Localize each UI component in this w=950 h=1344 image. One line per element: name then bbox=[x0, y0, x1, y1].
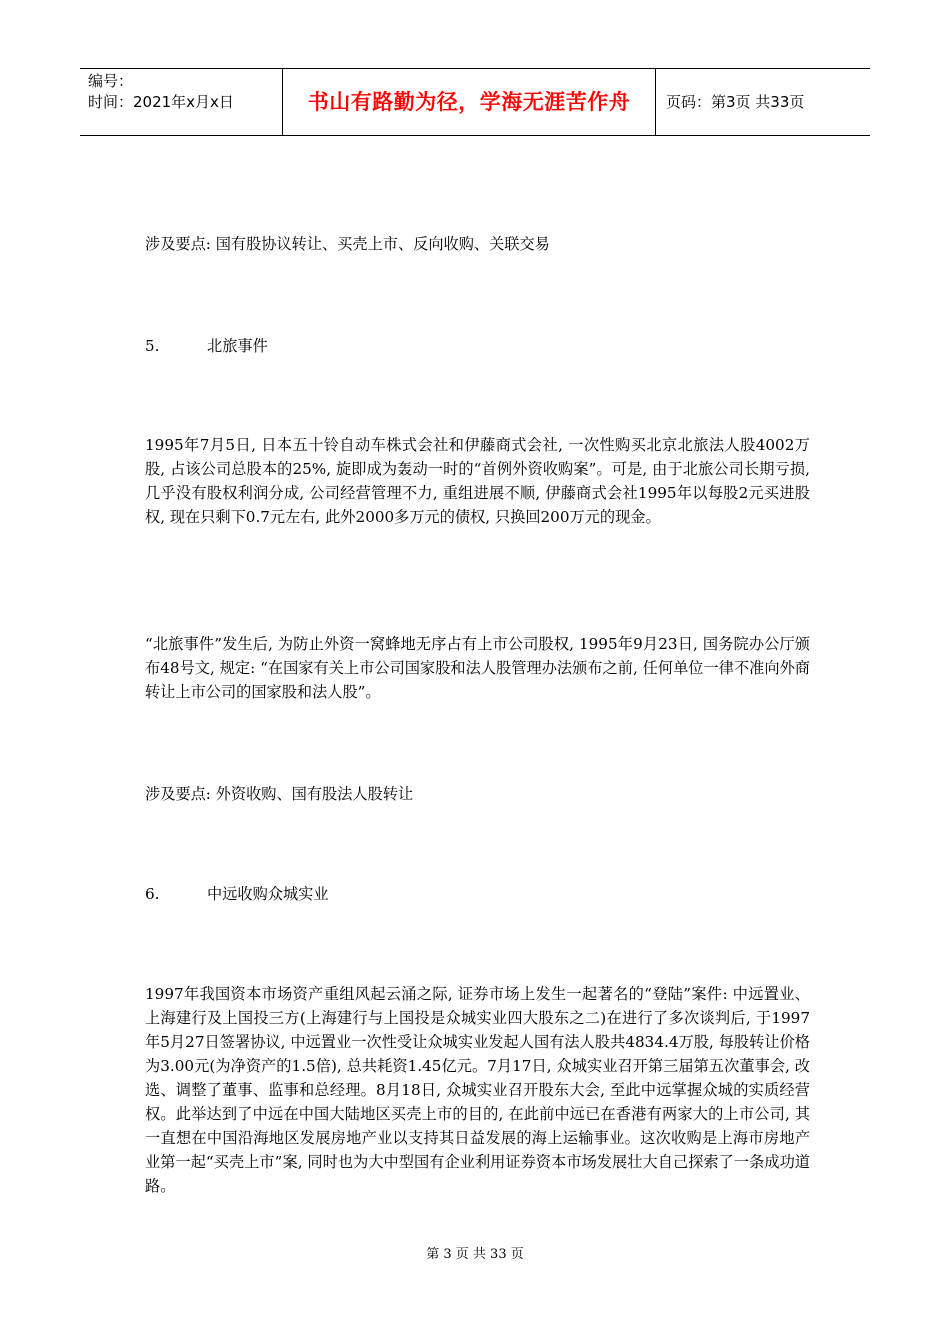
section-title: 中远收购众城实业 bbox=[207, 885, 329, 903]
section-heading-5 bbox=[145, 334, 268, 358]
header-meta bbox=[80, 69, 282, 135]
section-title: 北旅事件 bbox=[207, 337, 268, 355]
section-number: 6. bbox=[145, 885, 160, 903]
paragraph-beilv-2: “北旅事件”发生后, 为防止外资一窝蜂地无序占有上市公司股权, 1995年9月23日, 国务院办公厅颁布48号文, 规定: “在国家有关上市公司国家股和法人股管理办法颁布之前, 任何单位一律不准向外商转让上市公司的国家股和法人股”。 bbox=[145, 635, 810, 701]
header-motto: 书山有路勤为径，学海无涯苦作舟 bbox=[282, 69, 656, 135]
key-points-1: 涉及要点: 国有股协议转让、买壳上市、反向收购、关联交易 bbox=[145, 235, 550, 253]
date-label: 时间：2021年x月x日 bbox=[88, 93, 234, 111]
paragraph-cosco-1: 1997年我国资本市场资产重组风起云涌之际, 证券市场上发生一起著名的“登陆”案件: 中远置业、上海建行及上国投三方(上海建行与上国投是众城实业四大股东之二)在进行了多次谈判后, 于1997年5月27日签署协议, 中远置业一次性受让众城实业发起人国有法人股共4834.4万股, 每股转让价格为3.00元(为净资产的1.5倍), 总共耗资1.45亿元。7月17日, 众城实业召开第三届第五次董事会, 改选、调整了董事、监事和总经理。8月18日, 众城实业召开股东大会, 至此中远掌握众城的实质经营权。此举达到了中远在中国大陆地区买壳上市的目的, 在此前中远已在香港有两家大的上市公司, 其一直想在中国沿海地区发展房地产业以支持其日益发展的海上运输事业。这次收购是上海市房地产业第一起“买壳上市”案, 同时也为大中型国有企业利用证券资本市场发展壮大自己探索了一条成功道路。 bbox=[145, 985, 810, 1195]
section-heading-6 bbox=[145, 882, 329, 906]
key-points-2: 涉及要点: 外资收购、国有股法人股转让 bbox=[145, 785, 414, 803]
header-page-number: 页码：第3页 共33页 bbox=[666, 93, 805, 111]
paragraph-beilv-1: 1995年7月5日, 日本五十铃自动车株式会社和伊藤商式会社, 一次性购买北京北旅法人股4002万股, 占该公司总股本的25%, 旋即成为轰动一时的“首例外资收购案”。可是, 由于北旅公司长期亏损, 几乎没有股权利润分成, 公司经营管理不力, 重组进展不顺, 伊藤商式会社1995年以每股2元买进股权, 现在只剩下0.7元左右, 此外2000多万元的债权, 只换回200万元的现金。 bbox=[145, 436, 810, 526]
doc-number-label: 编号： bbox=[88, 72, 134, 90]
page-header bbox=[80, 68, 870, 136]
page-footer: 第 3 页 共 33 页 bbox=[426, 1247, 524, 1262]
section-number: 5. bbox=[145, 337, 160, 355]
